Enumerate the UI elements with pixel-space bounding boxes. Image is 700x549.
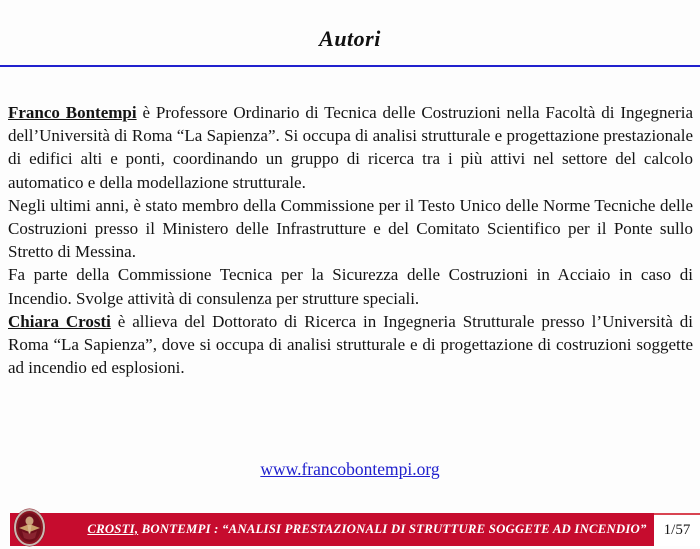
website-link[interactable]: www.francobontempi.org xyxy=(260,459,440,479)
paragraph-text: è Professore Ordinario di Tecnica delle Costruzioni nella Facoltà di Ingegneria dell’Università di Roma “La Sapienza”. Si occupa di analisi strutturale e progettazione prestazionale di edifici alti e ponti, coordinando un gruppo di ricerca tra i più attivi nel settore del calcolo automatico e della modellazione strutturale. xyxy=(8,103,693,192)
paragraph-chiara-crosti xyxy=(8,310,693,380)
paragraph-text: Fa parte della Commissione Tecnica per la Sicurezza delle Costruzioni in Acciaio in caso di Incendio. Svolge attività di consulenza per strutture speciali. xyxy=(8,265,693,308)
website-link-row xyxy=(0,459,700,480)
page-title: Autori xyxy=(319,26,381,51)
page-number-box xyxy=(654,513,700,546)
author-name-chiara-crosti: Chiara Crosti xyxy=(8,311,111,331)
body-text xyxy=(8,101,693,379)
page-number: 1/57 xyxy=(663,522,691,538)
title-divider-line xyxy=(0,65,700,67)
paragraph-commissione xyxy=(8,194,693,264)
paragraph-commissione-tecnica xyxy=(8,263,693,309)
paragraph-text: Negli ultimi anni, è stato membro della Commissione per il Testo Unico delle Norme Tecniche delle Costruzioni presso il Ministero delle Infrastrutture e del Comitato Scientifico per il Ponte sullo Stretto di Messina. xyxy=(8,195,693,262)
footer-cite-author: CROSTI, xyxy=(87,522,139,536)
footer-citation xyxy=(17,522,646,537)
paragraph-text: è allieva del Dottorato di Ricerca in Ingegneria Strutturale presso l’Università di Roma “La Sapienza”, dove si occupa di analisi strutturale e di progettazione di costruzioni soggette ad incendio ed esplosioni. xyxy=(8,311,693,378)
footer-bar xyxy=(10,513,654,546)
footer-cite-rest: BONTEMPI : “ANALISI PRESTAZIONALI DI STRUTTURE SOGGETE AD INCENDIO” xyxy=(138,522,647,536)
author-name-franco-bontempi: Franco Bontempi xyxy=(8,103,137,122)
sapienza-logo-icon xyxy=(13,508,46,547)
paragraph-franco-bontempi xyxy=(8,101,693,194)
